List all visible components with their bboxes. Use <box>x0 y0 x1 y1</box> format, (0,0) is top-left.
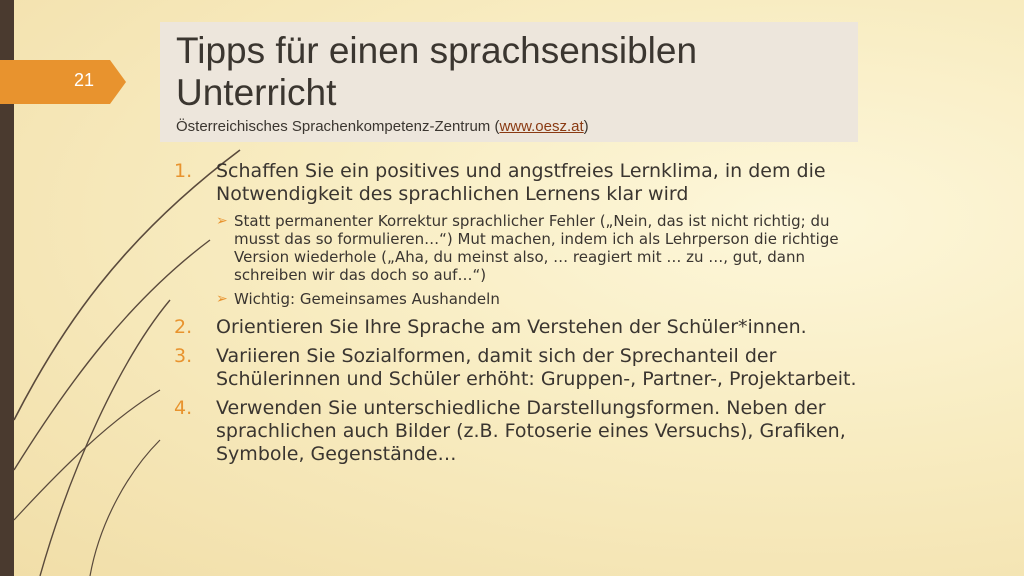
sub-item-text: Wichtig: Gemeinsames Aushandeln <box>234 290 500 308</box>
sub-list-item <box>172 212 862 284</box>
item-text: Schaffen Sie ein positives und angstfreies Lernklima, in dem die Notwendigkeit des sprachlichen Lernens klar wird <box>216 160 826 205</box>
list-item <box>172 316 862 339</box>
page-title <box>176 30 858 114</box>
item-number: 1. <box>174 160 193 182</box>
slide-number-tab <box>0 60 126 104</box>
content-list <box>172 160 862 472</box>
arrow-bullet-icon: ➢ <box>216 291 228 307</box>
sub-list-item <box>172 290 862 308</box>
slide-number: 21 <box>73 70 95 90</box>
list-item <box>172 160 862 206</box>
title-text: Tipps für einen sprachsensiblen Unterricht <box>176 30 698 113</box>
subtitle-prefix: Österreichisches Sprachenkompetenz-Zentrum ( <box>176 118 500 135</box>
title-box <box>160 22 858 142</box>
sub-item-text: Statt permanenter Korrektur sprachlicher Fehler („Nein, das ist nicht richtig; du musst das so formulieren…“) Mut machen, indem ich als Lehrperson die richtige Version wiederhole („Aha, du meinst also, … reagiert mit … zu …, gut, dann schreiben wir das doch so auf…“) <box>234 212 839 284</box>
oesz-link[interactable]: www.oesz.at <box>499 118 584 135</box>
item-text: Verwenden Sie unterschiedliche Darstellungsformen. Neben der sprachlichen auch Bilder (z.B. Fotoserie eines Versuchs), Grafiken, Symbole, Gegenstände… <box>216 397 846 465</box>
item-text: Variieren Sie Sozialformen, damit sich der Sprechanteil der Schülerinnen und Schüler erhöht: Gruppen-, Partner-, Projektarbeit. <box>216 345 857 390</box>
item-number: 3. <box>174 345 193 367</box>
subtitle-suffix: ) <box>583 118 589 135</box>
item-number: 2. <box>174 316 193 338</box>
arrow-bullet-icon: ➢ <box>216 213 228 229</box>
subtitle <box>176 118 589 135</box>
list-item <box>172 345 862 391</box>
list-item <box>172 397 862 466</box>
item-text: Orientieren Sie Ihre Sprache am Verstehen der Schüler*innen. <box>216 316 807 338</box>
item-number: 4. <box>174 397 193 419</box>
